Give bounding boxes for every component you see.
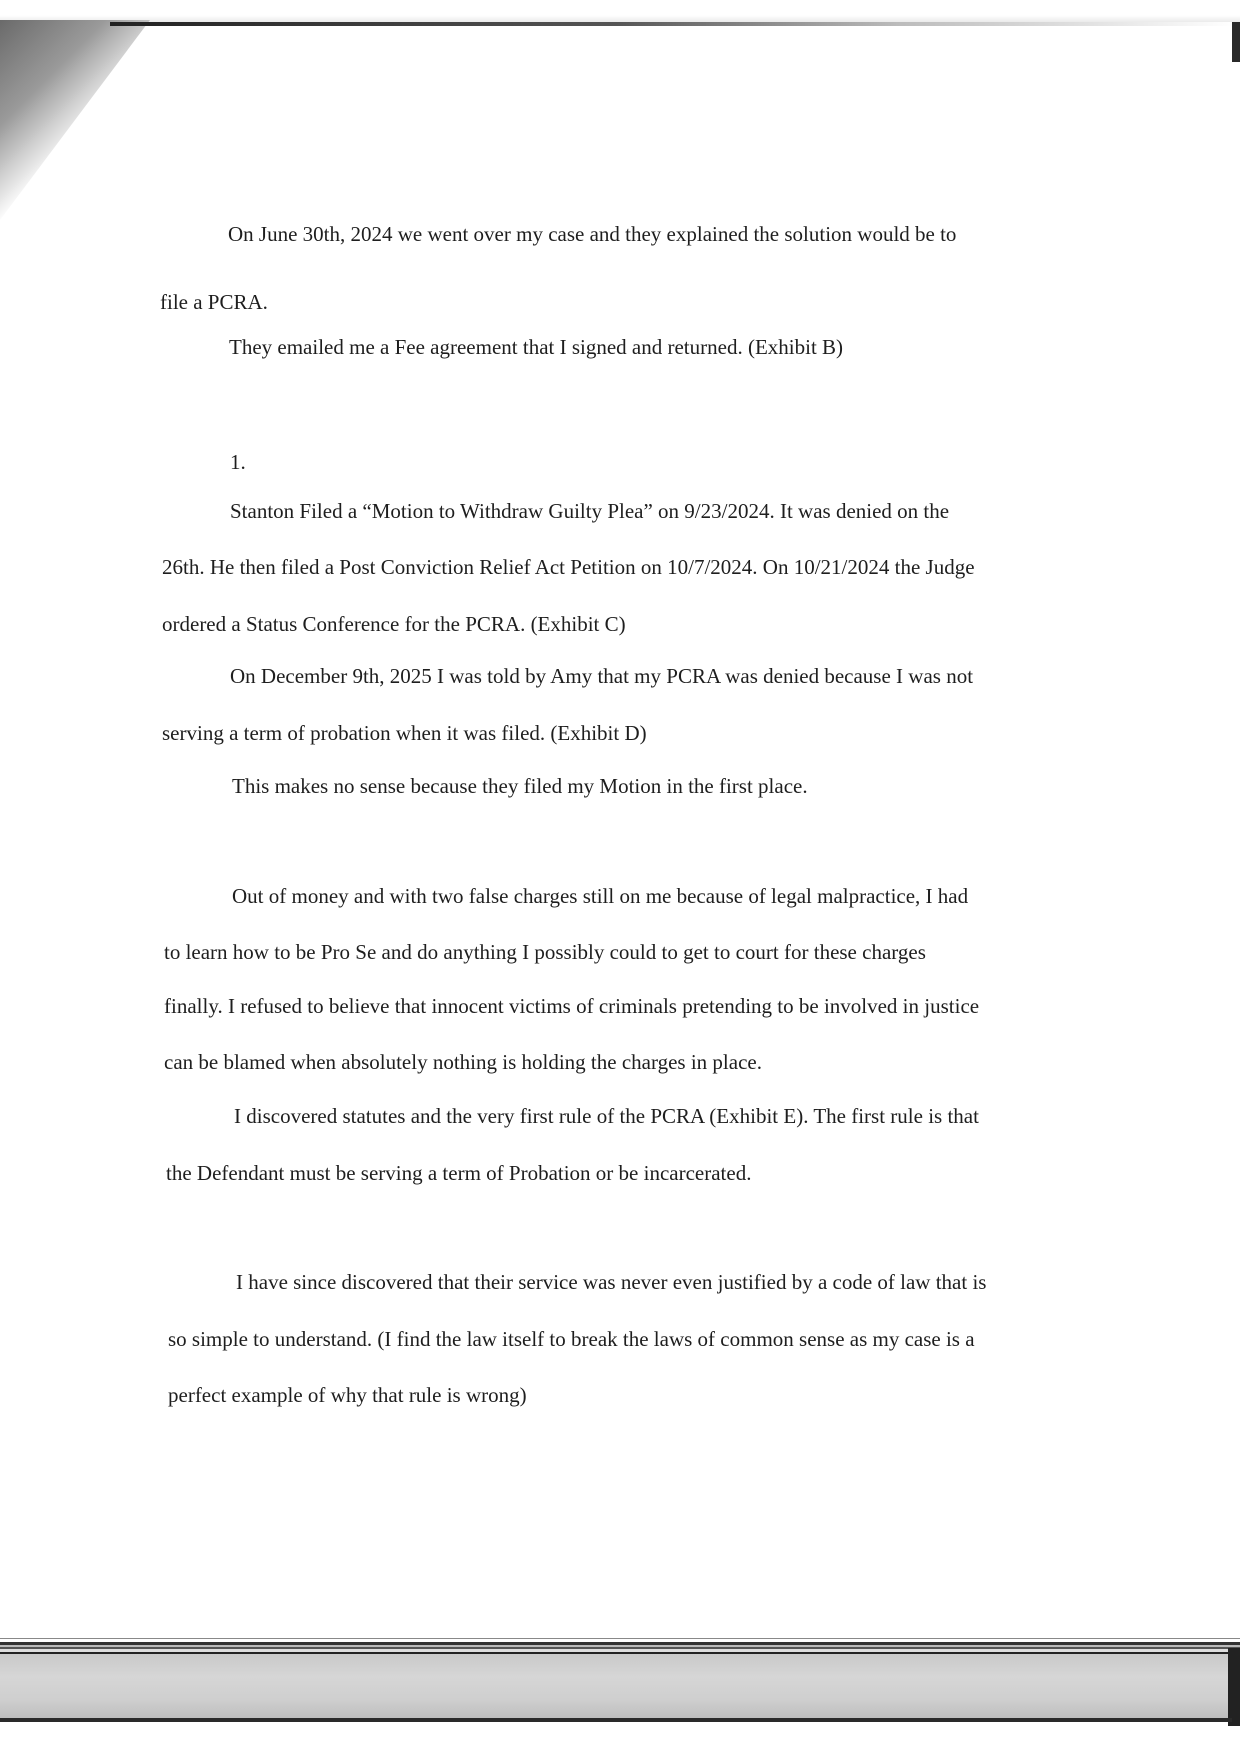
text-line-13: finally. I refused to believe that innocent victims of criminals pretending to be involved in justice bbox=[164, 994, 980, 1018]
scan-bottom-rule bbox=[0, 1718, 1232, 1722]
text-line-5: Stanton Filed a “Motion to Withdraw Guilty Plea” on 9/23/2024. It was denied on the bbox=[230, 499, 950, 523]
scan-bottom-band bbox=[0, 1654, 1240, 1719]
list-number: 1. bbox=[230, 450, 246, 474]
text-line-14: can be blamed when absolutely nothing is holding the charges in place. bbox=[164, 1050, 762, 1074]
text-line-2: file a PCRA. bbox=[160, 290, 268, 314]
text-line-8: On December 9th, 2025 I was told by Amy that my PCRA was denied because I was not bbox=[230, 664, 974, 688]
text-line-17: I have since discovered that their service was never even justified by a code of law that is bbox=[236, 1270, 987, 1294]
text-line-15: I discovered statutes and the very first rule of the PCRA (Exhibit E). The first rule is that bbox=[234, 1104, 979, 1128]
text-line-16: the Defendant must be serving a term of Probation or be incarcerated. bbox=[166, 1161, 752, 1185]
scan-bottom-right-edge bbox=[1228, 1648, 1240, 1726]
text-line-3: They emailed me a Fee agreement that I signed and returned. (Exhibit B) bbox=[229, 335, 844, 359]
text-line-10: This makes no sense because they filed my Motion in the first place. bbox=[232, 774, 808, 798]
text-line-6: 26th. He then filed a Post Conviction Relief Act Petition on 10/7/2024. On 10/21/2024 the Judge bbox=[162, 555, 975, 579]
text-line-19: perfect example of why that rule is wrong) bbox=[168, 1383, 527, 1407]
text-line-11: Out of money and with two false charges still on me because of legal malpractice, I had bbox=[232, 884, 969, 908]
text-line-12: to learn how to be Pro Se and do anything I possibly could to get to court for these charges bbox=[164, 940, 926, 964]
text-line-9: serving a term of probation when it was filed. (Exhibit D) bbox=[162, 721, 647, 745]
text-line-7: ordered a Status Conference for the PCRA. (Exhibit C) bbox=[162, 612, 626, 636]
text-line-18: so simple to understand. (I find the law itself to break the laws of common sense as my case is a bbox=[168, 1327, 975, 1351]
text-line-1: On June 30th, 2024 we went over my case and they explained the solution would be to bbox=[228, 222, 957, 246]
